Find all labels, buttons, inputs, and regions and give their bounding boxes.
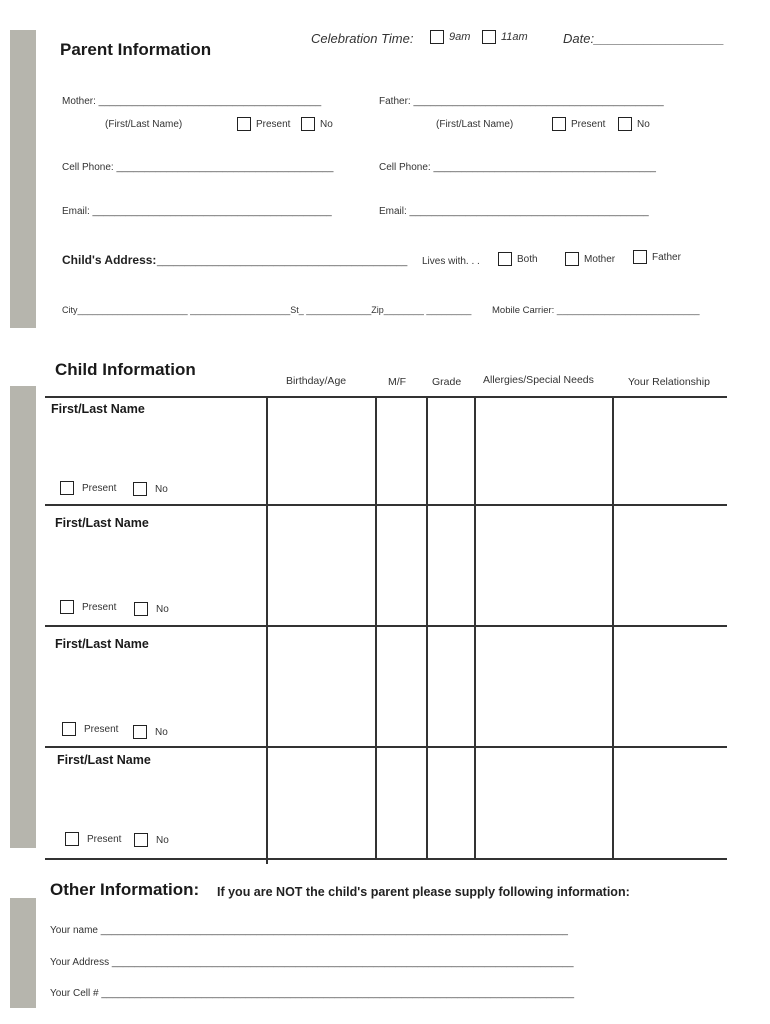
child-2-present-checkbox[interactable] [60,600,74,614]
lives-with-label: Lives with. . . [422,256,480,267]
child-1-no-option[interactable] [133,482,168,496]
father-no-label: No [637,118,650,130]
col-mf-header: M/F [388,376,407,388]
celebration-time-label: Celebration Time: [311,31,414,46]
section-bar-other [10,898,36,1008]
child-1-name-label: First/Last Name [51,402,145,416]
child-1-no-label: No [155,483,168,495]
mobile-carrier-field[interactable]: Mobile Carrier: ___________________________ [492,305,700,316]
child-4-present-label: Present [87,833,122,845]
time-11am-label: 11am [501,31,528,43]
child-3-no-label: No [155,726,168,738]
father-present-option[interactable] [552,117,605,131]
father-present-label: Present [571,118,606,130]
father-name-hint: (First/Last Name) [436,119,514,130]
child-1-present-checkbox[interactable] [60,481,74,495]
lives-mother-option[interactable] [565,252,615,266]
time-11am-option[interactable] [482,30,528,44]
child-1-present-label: Present [82,482,117,494]
other-section-subtitle: If you are NOT the child's parent please supply following information: [217,885,630,899]
section-bar-parent [10,30,36,328]
col-divider-2 [375,396,377,859]
child-2-no-checkbox[interactable] [134,602,148,616]
child-2-present-label: Present [82,601,117,613]
col-divider-1 [266,396,268,864]
child-3-present-checkbox[interactable] [62,722,76,736]
lives-both-label: Both [517,253,538,265]
mother-no-checkbox[interactable] [301,117,315,131]
child-3-present-option[interactable] [62,722,118,736]
lives-both-checkbox[interactable] [498,252,512,266]
child-section-title: Child Information [55,360,196,379]
city-state-zip-field[interactable]: City______________________ ____________________St_ _____________Zip________ _________ [62,305,472,315]
col-relationship-header: Your Relationship [628,376,710,388]
child-3-name-label: First/Last Name [55,637,149,651]
mother-email-field[interactable]: Email: ___________________________________________ [62,206,332,217]
child-2-no-label: No [156,603,169,615]
father-name-field[interactable]: Father: _____________________________________________ [379,96,664,107]
your-name-field[interactable]: Your name ____________________________________________________________________________________ [50,925,568,936]
child-2-present-option[interactable] [60,600,116,614]
child-3-no-checkbox[interactable] [133,725,147,739]
father-cell-field[interactable]: Cell Phone: ________________________________________ [379,162,656,173]
your-cell-field[interactable]: Your Cell # _____________________________________________________________________________________ [50,988,575,999]
mother-no-option[interactable] [301,117,333,131]
mother-name-hint: (First/Last Name) [105,119,183,130]
child-1-present-option[interactable] [60,481,116,495]
child-4-no-label: No [156,834,169,846]
row-divider-2 [45,625,727,627]
parent-section-title: Parent Information [60,40,212,59]
child-address-field[interactable]: _____________________________________________ [157,256,408,267]
child-2-no-option[interactable] [134,602,169,616]
lives-mother-label: Mother [584,253,616,265]
time-9am-checkbox[interactable] [430,30,444,44]
other-section-title: Other Information: [50,880,200,899]
child-1-no-checkbox[interactable] [133,482,147,496]
child-4-present-checkbox[interactable] [65,832,79,846]
child-4-present-option[interactable] [65,832,121,846]
row-divider-3 [45,746,727,748]
mother-no-label: No [320,118,333,130]
col-allergies-header: Allergies/Special Needs [483,374,594,386]
lives-father-option[interactable] [633,250,681,264]
col-birthday-header: Birthday/Age [286,375,347,387]
father-no-option[interactable] [618,117,650,131]
col-grade-header: Grade [432,376,462,388]
father-email-field[interactable]: Email: ___________________________________________ [379,206,649,217]
section-bar-child [10,386,36,848]
child-4-name-label: First/Last Name [57,753,151,767]
table-top-border [45,396,727,398]
col-divider-4 [474,396,476,859]
lives-father-checkbox[interactable] [633,250,647,264]
time-11am-checkbox[interactable] [482,30,496,44]
mother-present-option[interactable] [237,117,290,131]
mother-cell-field[interactable]: Cell Phone: _______________________________________ [62,162,334,173]
child-3-no-option[interactable] [133,725,168,739]
time-9am-label: 9am [449,31,471,43]
lives-both-option[interactable] [498,252,538,266]
table-bottom-border [45,858,727,860]
time-9am-option[interactable] [430,30,470,44]
lives-mother-checkbox[interactable] [565,252,579,266]
col-divider-5 [612,396,614,859]
child-4-no-option[interactable] [134,833,169,847]
father-no-checkbox[interactable] [618,117,632,131]
date-field[interactable]: Date:__________________ [563,31,725,46]
father-present-checkbox[interactable] [552,117,566,131]
mother-present-label: Present [256,118,291,130]
row-divider-1 [45,504,727,506]
child-3-present-label: Present [84,723,119,735]
child-4-no-checkbox[interactable] [134,833,148,847]
lives-father-label: Father [652,251,681,263]
mother-present-checkbox[interactable] [237,117,251,131]
your-address-field[interactable]: Your Address ___________________________________________________________________________________ [50,957,574,968]
mother-name-field[interactable]: Mother: ________________________________________ [62,96,322,107]
child-2-name-label: First/Last Name [55,516,149,530]
child-address-label: Child's Address: [62,253,157,267]
col-divider-3 [426,396,428,859]
